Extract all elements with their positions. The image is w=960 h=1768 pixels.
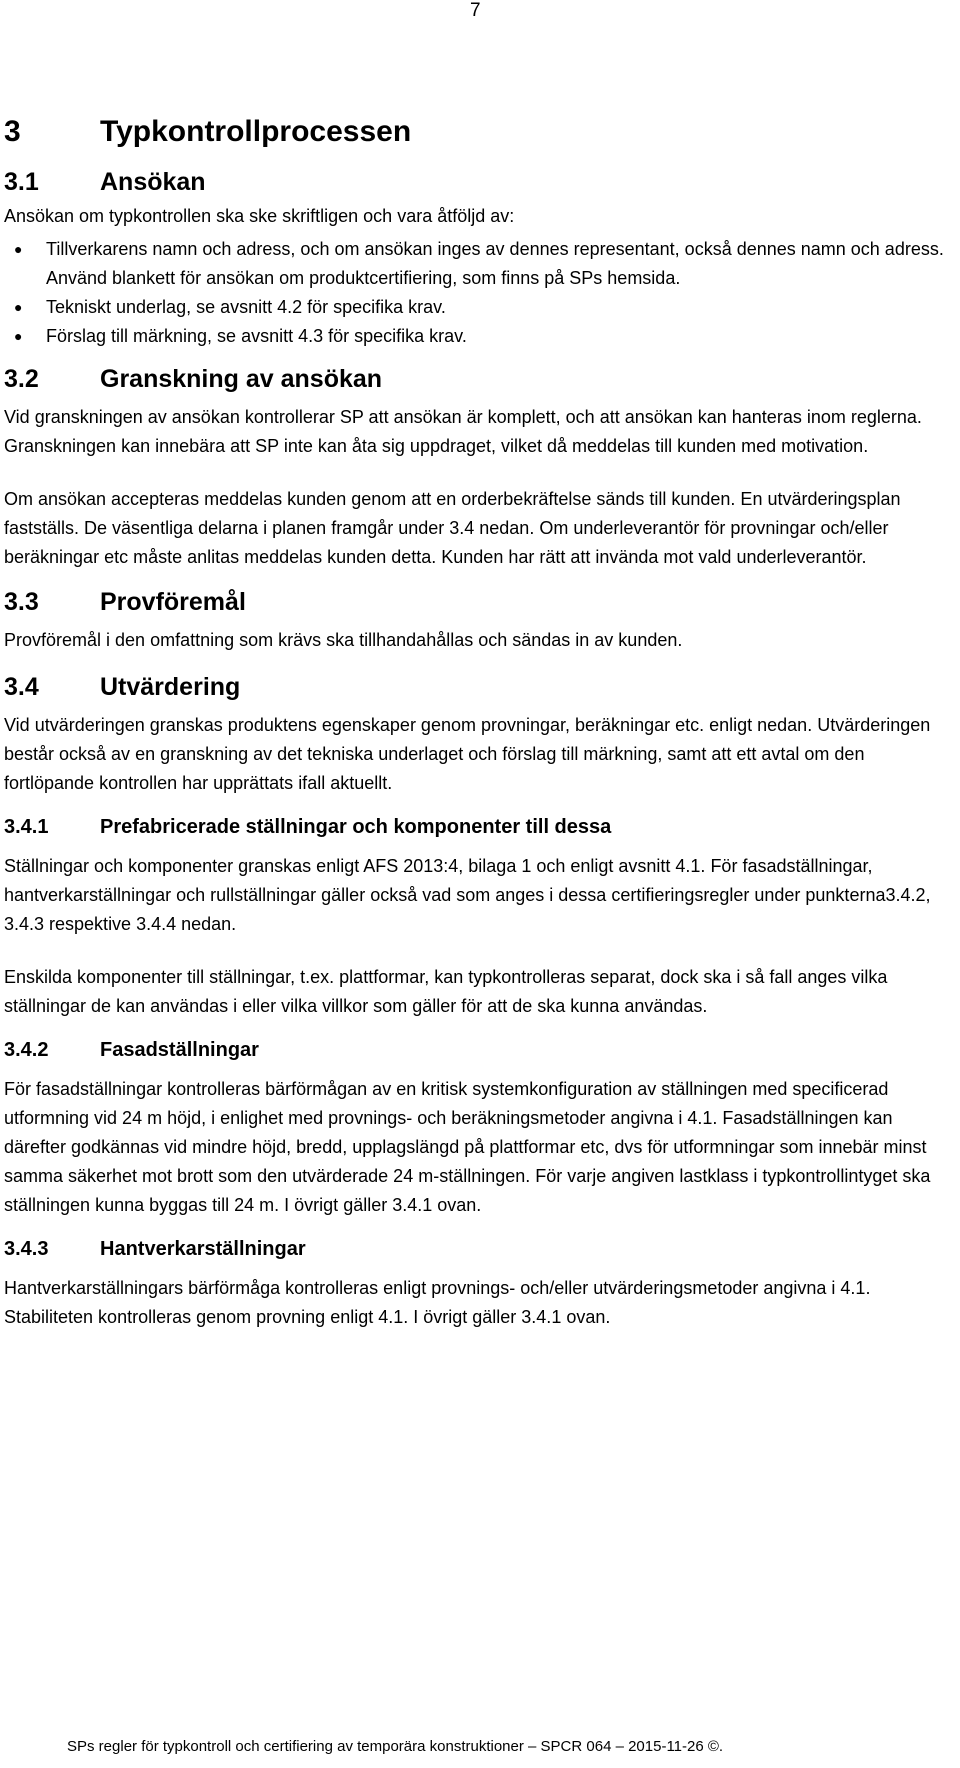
paragraph: Vid utvärderingen granskas produktens egenskaper genom provningar, beräkningar etc. enligt nedan. Utvärderingen består också av en granskning av det tekniska underlaget och förslag till märkning, samt att ett avtal om den fortlöpande kontrollen har upprättats ifall aktuellt. bbox=[4, 715, 931, 793]
section-heading-3-2 bbox=[4, 361, 952, 397]
paragraph: Hantverkarställningars bärförmåga kontrolleras enligt provnings- och/eller utvärderingsmetoder angivna i 4.1. Stabiliteten kontrolleras genom provning enligt 4.1. I övrigt gäller 3.4.1 ovan. bbox=[4, 1278, 871, 1327]
heading-title: Prefabricerade ställningar och komponenter till dessa bbox=[100, 816, 612, 838]
heading-number: 3.4 bbox=[4, 673, 39, 701]
heading-title: Granskning av ansökan bbox=[100, 365, 383, 393]
heading-number: 3.1 bbox=[4, 168, 39, 196]
heading-number: 3.4.2 bbox=[4, 1039, 49, 1061]
bullet-icon: ● bbox=[14, 299, 23, 315]
page-footer: SPs regler för typkontroll och certifiering av temporära konstruktioner – SPCR 064 – 2015-11-26 ©. bbox=[67, 1738, 724, 1755]
heading-number: 3.3 bbox=[4, 588, 39, 616]
section-heading-3-3 bbox=[4, 584, 952, 620]
heading-title: Provföremål bbox=[100, 588, 246, 616]
chapter-heading bbox=[4, 112, 952, 152]
heading-title: Typkontrollprocessen bbox=[100, 115, 412, 148]
list-item bbox=[4, 235, 952, 293]
heading-title: Hantverkarställningar bbox=[100, 1238, 306, 1260]
paragraph: Ansökan om typkontrollen ska ske skriftligen och vara åtföljd av: bbox=[4, 206, 515, 226]
paragraph: Enskilda komponenter till ställningar, t.ex. plattformar, kan typkontrolleras separat, dock ska i så fall anges vilka ställningar de kan användas i eller vilka villkor som gäller för att de ska kunna användas. bbox=[4, 967, 888, 1016]
section-heading-3-1 bbox=[4, 164, 952, 200]
section-heading-3-4-3 bbox=[4, 1234, 952, 1264]
bullet-icon: ● bbox=[14, 241, 23, 257]
section-heading-3-4-2 bbox=[4, 1035, 952, 1065]
heading-title: Ansökan bbox=[100, 168, 206, 196]
paragraph: Om ansökan accepteras meddelas kunden genom att en orderbekräftelse sänds till kunden. En utvärderingsplan fastställs. De väsentliga delarna i planen framgår under 3.4 nedan. Om underleverantör för provningar och/eller beräkningar etc måste anlitas meddelas kunden detta. Kunden har rätt att invända mot vald underleverantör. bbox=[4, 489, 901, 567]
list-item bbox=[4, 293, 952, 322]
paragraph: För fasadställningar kontrolleras bärförmågan av en kritisk systemkonfiguration av ställningen med specificerad utformning vid 24 m höjd, i enlighet med provnings- och beräkningsmetoder angivna i 4.1. Fasadställningen kan därefter godkännas vid mindre höjd, bredd, upplagslängd på plattformar etc, dvs för utformningar som innebär minst samma säkerhet mot brott som den utvärderade 24 m-ställningen. För varje angiven lastklass i typkontrollintyget ska ställningen kunna byggas till 24 m. I övrigt gäller 3.4.1 ovan. bbox=[4, 1079, 931, 1215]
bullet-icon: ● bbox=[14, 328, 23, 344]
heading-number: 3.4.1 bbox=[4, 816, 49, 838]
paragraph: Provföremål i den omfattning som krävs ska tillhandahållas och sändas in av kunden. bbox=[4, 630, 683, 650]
heading-number: 3.2 bbox=[4, 365, 39, 393]
heading-title: Utvärdering bbox=[100, 673, 241, 701]
list-item-text: Tillverkarens namn och adress, och om ansökan inges av dennes representant, också dennes namn och adress. Använd blankett för ansökan om produktcertifiering, som finns på SPs hemsida. bbox=[46, 239, 944, 288]
page-number: 7 bbox=[470, 0, 481, 21]
paragraph: Ställningar och komponenter granskas enligt AFS 2013:4, bilaga 1 och enligt avsnitt 4.1. För fasadställningar, hantverkarställningar och rullställningar gäller också vad som anges i dessa certifieringsregler under punkterna3.4.2, 3.4.3 respektive 3.4.4 nedan. bbox=[4, 856, 931, 934]
list-item-text: Tekniskt underlag, se avsnitt 4.2 för specifika krav. bbox=[46, 297, 446, 317]
heading-title: Fasadställningar bbox=[100, 1039, 259, 1061]
bullet-list bbox=[4, 235, 952, 351]
heading-number: 3.4.3 bbox=[4, 1238, 49, 1260]
list-item-text: Förslag till märkning, se avsnitt 4.3 för specifika krav. bbox=[46, 326, 467, 346]
paragraph: Vid granskningen av ansökan kontrollerar SP att ansökan är komplett, och att ansökan kan hanteras inom reglerna. Granskningen kan innebära att SP inte kan åta sig uppdraget, vilket då meddelas till kunden med motivation. bbox=[4, 407, 922, 456]
section-heading-3-4 bbox=[4, 669, 952, 705]
list-item bbox=[4, 322, 952, 351]
heading-number: 3 bbox=[4, 115, 21, 148]
document-body bbox=[4, 112, 952, 1332]
section-heading-3-4-1 bbox=[4, 812, 952, 842]
